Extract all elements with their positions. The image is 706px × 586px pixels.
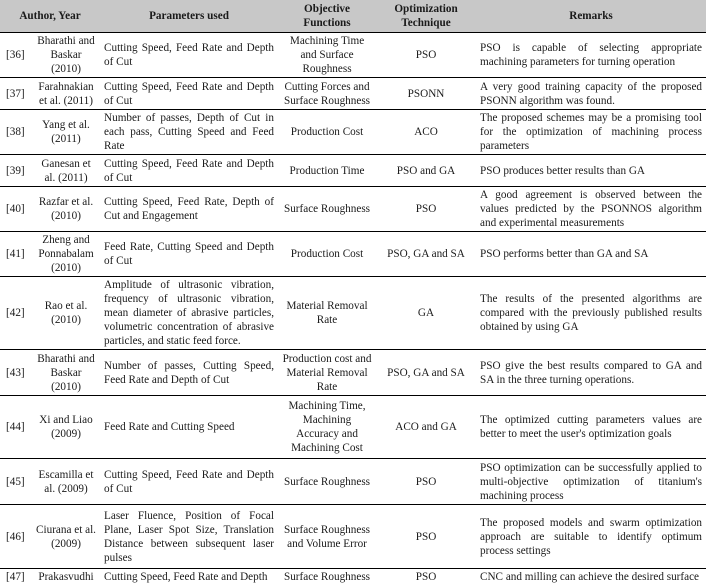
author-cell: Bharathi and Baskar (2010) xyxy=(32,350,100,396)
remarks-cell: A good agreement is observed between the values predicted by the PSONNOS algorithm and experimental measurements xyxy=(476,187,706,232)
author-cell: Ganesan et al. (2011) xyxy=(32,155,100,187)
author-cell: Bharathi and Baskar (2010) xyxy=(32,33,100,78)
remarks-cell: The proposed schemes may be a promising tool for the optimization of machining process parameters xyxy=(476,110,706,155)
table-row xyxy=(0,33,706,78)
parameters-cell: Cutting Speed, Feed Rate and Depth of Cut xyxy=(100,459,278,505)
ref-cell: [39] xyxy=(0,155,32,187)
ref-cell: [36] xyxy=(0,33,32,78)
author-cell: Xi and Liao (2009) xyxy=(32,396,100,459)
header-parameters: Parameters used xyxy=(100,0,278,33)
header-row xyxy=(0,0,706,33)
technique-cell: PSO, GA and SA xyxy=(376,232,476,277)
ref-cell: [37] xyxy=(0,78,32,110)
parameters-cell: Cutting Speed, Feed Rate and Depth of Cut xyxy=(100,78,278,110)
parameters-cell: Amplitude of ultrasonic vibration, frequency of ultrasonic vibration, mean diameter of abrasive particles, volumetric concentration of abrasive particles, and static feed force. xyxy=(100,277,278,350)
remarks-cell: The optimized cutting parameters values are better to meet the user's optimization goals xyxy=(476,396,706,459)
table-row xyxy=(0,78,706,110)
table-row xyxy=(0,277,706,350)
remarks-cell: PSO performs better than GA and SA xyxy=(476,232,706,277)
parameters-cell: Cutting Speed, Feed Rate, Depth of Cut and Engagement xyxy=(100,187,278,232)
remarks-cell: The results of the presented algorithms are compared with the previously published results obtained by using GA xyxy=(476,277,706,350)
table-row xyxy=(0,155,706,187)
technique-cell: PSO, GA and SA xyxy=(376,350,476,396)
parameters-cell: Feed Rate, Cutting Speed and Depth of Cut xyxy=(100,232,278,277)
remarks-cell: A very good training capacity of the proposed PSONN algorithm was found. xyxy=(476,78,706,110)
table-body xyxy=(0,33,706,586)
author-cell: Yang et al. (2011) xyxy=(32,110,100,155)
technique-cell: PSO and GA xyxy=(376,155,476,187)
parameters-cell: Laser Fluence, Position of Focal Plane, Laser Spot Size, Translation Distance between subsequent laser pulses xyxy=(100,505,278,569)
remarks-cell: PSO optimization can be successfully applied to multi-objective optimization of titanium's machining process xyxy=(476,459,706,505)
author-cell: Razfar et al. (2010) xyxy=(32,187,100,232)
technique-cell: ACO xyxy=(376,110,476,155)
technique-cell: PSONN xyxy=(376,78,476,110)
parameters-cell: Number of passes, Cutting Speed, Feed Rate and Depth of Cut xyxy=(100,350,278,396)
objective-cell: Surface Roughness xyxy=(278,187,376,232)
table-header xyxy=(0,0,706,33)
table-row xyxy=(0,187,706,232)
remarks-cell: PSO produces better results than GA xyxy=(476,155,706,187)
ref-cell: [42] xyxy=(0,277,32,350)
header-objective: Objective Functions xyxy=(278,0,376,33)
parameters-cell: Cutting Speed, Feed Rate and Depth xyxy=(100,569,278,586)
parameters-cell: Cutting Speed, Feed Rate and Depth of Cut xyxy=(100,33,278,78)
table-row xyxy=(0,110,706,155)
remarks-cell: CNC and milling can achieve the desired surface xyxy=(476,569,706,586)
technique-cell: PSO xyxy=(376,33,476,78)
technique-cell: GA xyxy=(376,277,476,350)
author-cell: Rao et al. (2010) xyxy=(32,277,100,350)
header-remarks: Remarks xyxy=(476,0,706,33)
header-technique: Optimization Technique xyxy=(376,0,476,33)
ref-cell: [40] xyxy=(0,187,32,232)
technique-cell: PSO xyxy=(376,187,476,232)
objective-cell: Machining Time and Surface Roughness xyxy=(278,33,376,78)
technique-cell: ACO and GA xyxy=(376,396,476,459)
objective-cell: Production Cost xyxy=(278,232,376,277)
parameters-cell: Cutting Speed, Feed Rate and Depth of Cut xyxy=(100,155,278,187)
table-row xyxy=(0,459,706,505)
objective-cell: Production cost and Material Removal Rate xyxy=(278,350,376,396)
remarks-cell: PSO is capable of selecting appropriate machining parameters for turning operation xyxy=(476,33,706,78)
header-author-year: Author, Year xyxy=(0,0,100,33)
ref-cell: [47] xyxy=(0,569,32,586)
objective-cell: Production Time xyxy=(278,155,376,187)
table-row xyxy=(0,396,706,459)
ref-cell: [38] xyxy=(0,110,32,155)
ref-cell: [43] xyxy=(0,350,32,396)
remarks-cell: The proposed models and swarm optimization approach are suitable to identify optimum process settings xyxy=(476,505,706,569)
objective-cell: Machining Time, Machining Accuracy and Machining Cost xyxy=(278,396,376,459)
table-row xyxy=(0,569,706,586)
ref-cell: [41] xyxy=(0,232,32,277)
technique-cell: PSO xyxy=(376,459,476,505)
ref-cell: [44] xyxy=(0,396,32,459)
technique-cell: PSO xyxy=(376,569,476,586)
table-row xyxy=(0,232,706,277)
author-cell: Prakasvudhi xyxy=(32,569,100,586)
table-row xyxy=(0,350,706,396)
ref-cell: [46] xyxy=(0,505,32,569)
objective-cell: Cutting Forces and Surface Roughness xyxy=(278,78,376,110)
objective-cell: Surface Roughness xyxy=(278,459,376,505)
author-cell: Farahnakian et al. (2011) xyxy=(32,78,100,110)
objective-cell: Production Cost xyxy=(278,110,376,155)
technique-cell: PSO xyxy=(376,505,476,569)
parameters-cell: Feed Rate and Cutting Speed xyxy=(100,396,278,459)
objective-cell: Surface Roughness xyxy=(278,569,376,586)
author-cell: Escamilla et al. (2009) xyxy=(32,459,100,505)
remarks-cell: PSO give the best results compared to GA and SA in the three turning operations. xyxy=(476,350,706,396)
objective-cell: Surface Roughness and Volume Error xyxy=(278,505,376,569)
author-cell: Zheng and Ponnabalam (2010) xyxy=(32,232,100,277)
ref-cell: [45] xyxy=(0,459,32,505)
objective-cell: Material Removal Rate xyxy=(278,277,376,350)
author-cell: Ciurana et al. (2009) xyxy=(32,505,100,569)
parameters-cell: Number of passes, Depth of Cut in each pass, Cutting Speed and Feed Rate xyxy=(100,110,278,155)
table-row xyxy=(0,505,706,569)
